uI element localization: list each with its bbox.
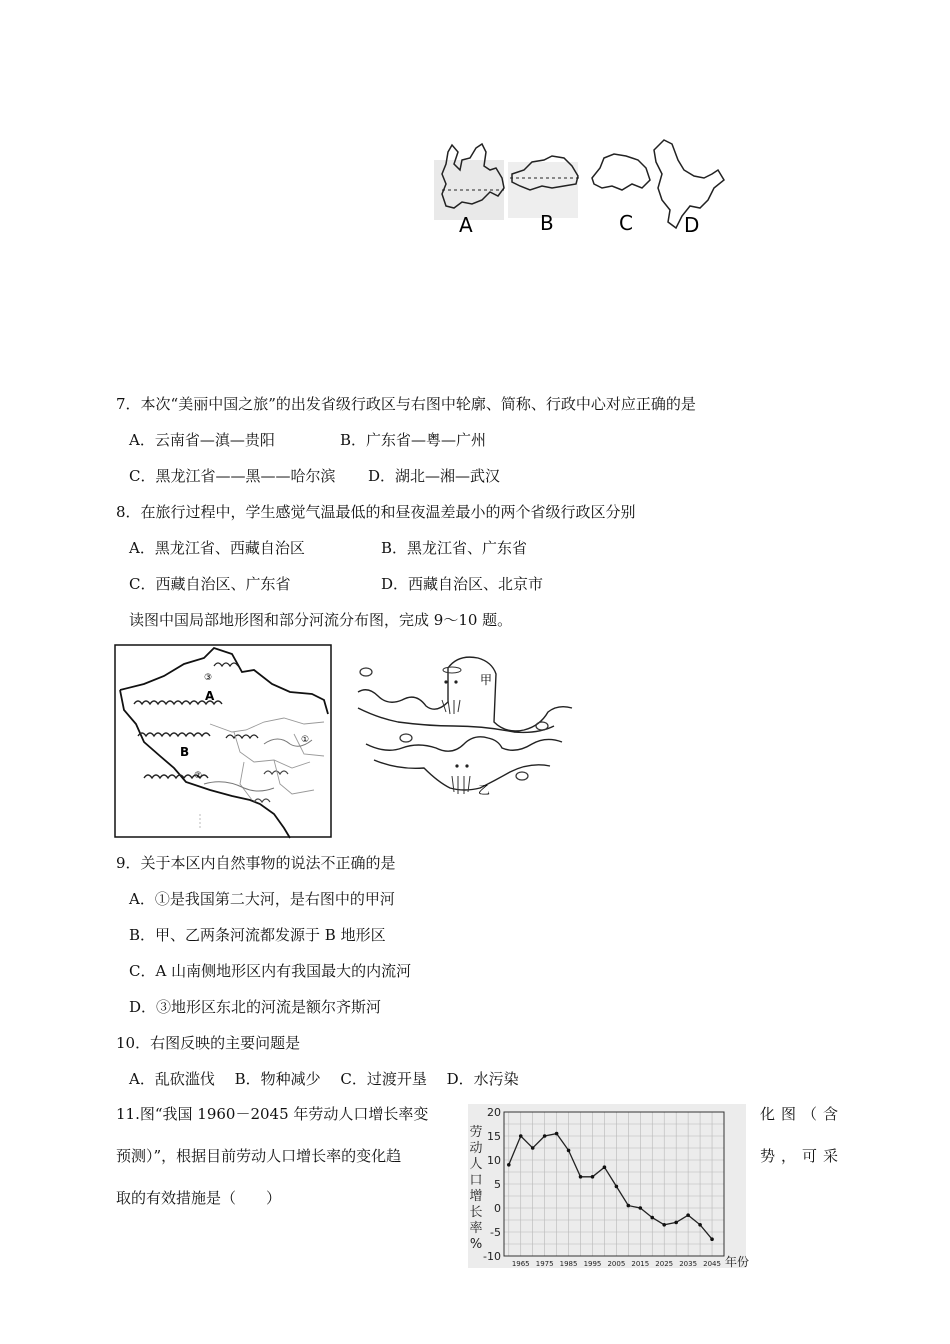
face-yi-beard [452,776,470,794]
q7-option-b: B．广东省—粤—广州 [340,431,487,449]
eye-icon [400,734,412,742]
eye-icon [516,772,528,780]
y-axis-label-char: % [469,1237,483,1252]
x-tick-label: 2035 [679,1260,698,1268]
q11-line2-right: 势，可采 [760,1147,845,1165]
growth-rate-chart-svg [468,1104,750,1269]
river-cartoon [356,652,576,838]
eye-icon [536,722,548,730]
lower-river [366,737,562,751]
data-point [579,1175,583,1179]
eye-icon [360,668,372,676]
q9-stem: 9．关于本区内自然事物的说法不正确的是 [116,854,396,872]
label-b: B [180,745,190,759]
x-tick-label: 2025 [655,1260,674,1268]
y-axis-label-char: 口 [469,1173,483,1188]
q11-line1-left: 11.图“我国 1960－2045 年劳动人口增长率变 [116,1105,429,1123]
face-jia-brow [443,667,461,673]
data-point [555,1132,559,1136]
label-circled-3: ③ [204,673,213,683]
face-yi-eye-l [455,764,458,767]
y-tick-label: 5 [494,1178,501,1191]
outline-b-shade [508,162,578,218]
x-tick-label: 1995 [583,1260,602,1268]
x-tick-label: 2045 [703,1260,721,1268]
label-a: A [205,689,215,703]
q11-line2-left: 预测）”，根据目前劳动人口增长率的变化趋 [116,1147,402,1165]
province-outline-figure [432,130,732,238]
outline-label-c: C [619,211,633,235]
q8-stem: 8．在旅行过程中，学生感觉气温最低的和昼夜温差最小的两个省级行政区分别 [116,503,636,521]
y-tick-label: -5 [490,1226,501,1239]
q9-option-d: D．③地形区东北的河流是额尔齐斯河 [129,998,382,1016]
x-tick-label: 2005 [607,1260,626,1268]
data-point [662,1223,666,1227]
q9-option-b: B．甲、乙两条河流都发源于 B 地形区 [129,926,386,944]
q8-option-d: D．西藏自治区、北京市 [381,575,544,593]
province-outlines-svg [432,130,732,238]
y-tick-label: 10 [487,1154,501,1167]
y-tick-label: 15 [487,1130,501,1143]
data-point [627,1204,631,1208]
data-point [603,1165,607,1169]
q8-option-c: C．西藏自治区、广东省 [129,575,291,593]
q7-option-a: A．云南省—滇—贵阳 [129,431,275,449]
growth-rate-chart [468,1104,750,1269]
x-tick-label: 1985 [559,1260,578,1268]
q8-option-b: B．黑龙江省、广东省 [381,539,528,557]
y-tick-label: 20 [487,1106,501,1119]
face-jia-beard [442,700,460,714]
outline-c [592,154,650,190]
q11-line3: 取的有效措施是（ ） [116,1189,282,1207]
data-point [507,1163,511,1167]
face-yi-eye-r [465,764,468,767]
q10-options: A．乱砍滥伐 B．物种减少 C．过渡开垦 D．水污染 [129,1070,519,1088]
terrain-map-frame [115,645,331,837]
data-point [686,1213,690,1217]
q7-stem: 7．本次“美丽中国之旅”的出发省级行政区与右图中轮廓、简称、行政中心对应正确的是 [116,395,696,413]
x-axis-label: 年份 [725,1255,750,1269]
x-tick-label: 2015 [631,1260,650,1268]
q11-line1-right: 化图（含 [760,1105,845,1123]
series-line [509,1134,712,1240]
terrain-map-svg [114,644,332,838]
y-axis-label-char: 长 [469,1205,483,1220]
data-point [698,1223,702,1227]
label-yi: 乙 [478,783,491,797]
eye-icons [360,668,548,780]
q9-option-a: A．①是我国第二大河，是右图中的甲河 [129,890,395,908]
outline-label-b: B [540,211,554,235]
data-point [615,1185,619,1189]
x-tick-label: 1975 [535,1260,554,1268]
y-axis-label-char: 增 [469,1189,483,1204]
q7-option-c: C．黑龙江省——黑——哈尔滨 [129,467,336,485]
y-axis-label-char: 动 [469,1141,483,1156]
data-point [591,1175,595,1179]
data-point [519,1134,523,1138]
y-axis-label-char: 人 [469,1157,483,1172]
q7-option-d: D．湖北—湘—武汉 [368,467,501,485]
y-tick-label: -10 [483,1250,501,1263]
intro-9-10: 读图中国局部地形图和部分河流分布图，完成 9～10 题。 [129,611,513,629]
data-point [639,1206,643,1210]
upper-river-lower [358,708,554,732]
q8-option-a: A．黑龙江省、西藏自治区 [129,539,305,557]
data-point [543,1134,547,1138]
face-jia-eye-l [444,680,447,683]
y-tick-label: 0 [494,1202,501,1215]
outline-label-a: A [459,213,473,237]
data-point [674,1221,678,1225]
data-point [710,1237,714,1241]
outline-label-d: D [684,213,700,237]
terrain-map [114,644,332,838]
data-point [650,1216,654,1220]
label-jia: 甲 [480,673,493,687]
data-point [567,1149,571,1153]
face-jia-eye-r [454,680,457,683]
x-tick-label: 1965 [511,1260,530,1268]
data-point [531,1146,535,1150]
river-cartoon-svg [356,652,576,838]
y-axis-label-char: 率 [469,1221,483,1236]
q10-stem: 10．右图反映的主要问题是 [116,1034,301,1052]
y-axis-label-char: 劳 [469,1125,483,1140]
q9-option-c: C．A 山南侧地形区内有我国最大的内流河 [129,962,412,980]
label-circled-1: ① [301,735,310,745]
lower-river-bank [374,760,550,790]
label-circled-2: ② [194,771,203,781]
